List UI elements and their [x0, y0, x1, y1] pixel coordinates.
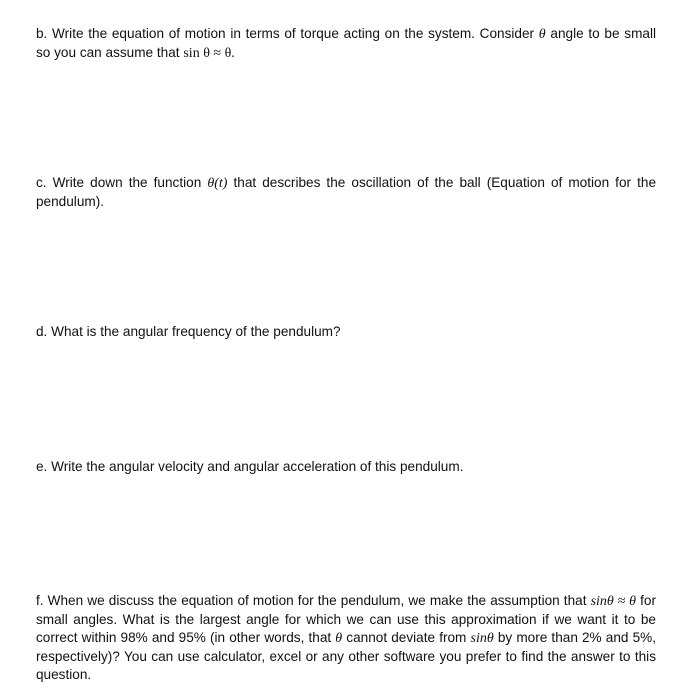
question-c	[36, 174, 656, 211]
theta-symbol: θ	[538, 27, 546, 42]
question-f-text-1: f. When we discuss the equation of motion for the pendulum, we make the assumption that	[36, 593, 591, 608]
question-b	[36, 25, 656, 63]
sin-theta-approx: sinθ ≈ θ	[590, 594, 637, 609]
question-e-text: e. Write the angular velocity and angular acceleration of this pendulum.	[36, 459, 464, 474]
question-f-text-4: by more than 2% and 5%, respectively)? You can use calculator, excel or any other software you prefer to find the answer to this question.	[36, 630, 656, 682]
question-b-text-1: b. Write the equation of motion in terms of torque acting on the system. Consider	[36, 26, 539, 41]
small-angle-approximation: sin θ ≈ θ.	[183, 46, 235, 61]
question-e	[36, 458, 656, 476]
question-b-text-2: angle to be small so you can assume that	[36, 26, 656, 60]
question-d	[36, 323, 656, 341]
question-c-text-1: c. Write down the function	[36, 175, 208, 190]
question-f	[36, 592, 656, 684]
theta-of-t-function: θ(t)	[207, 176, 228, 191]
question-d-text: d. What is the angular frequency of the pendulum?	[36, 324, 341, 339]
question-f-text-2: for small angles. What is the largest angle for which we can use this approximation if we want it to be correct within 98% and 95% (in other words, that	[36, 593, 656, 645]
sin-theta-symbol: sinθ	[470, 631, 494, 646]
question-f-text-3: cannot deviate from	[342, 630, 471, 645]
question-c-text-2: that describes the oscillation of the ball (Equation of motion for the pendulum).	[36, 175, 657, 209]
theta-symbol-f: θ	[335, 631, 343, 646]
